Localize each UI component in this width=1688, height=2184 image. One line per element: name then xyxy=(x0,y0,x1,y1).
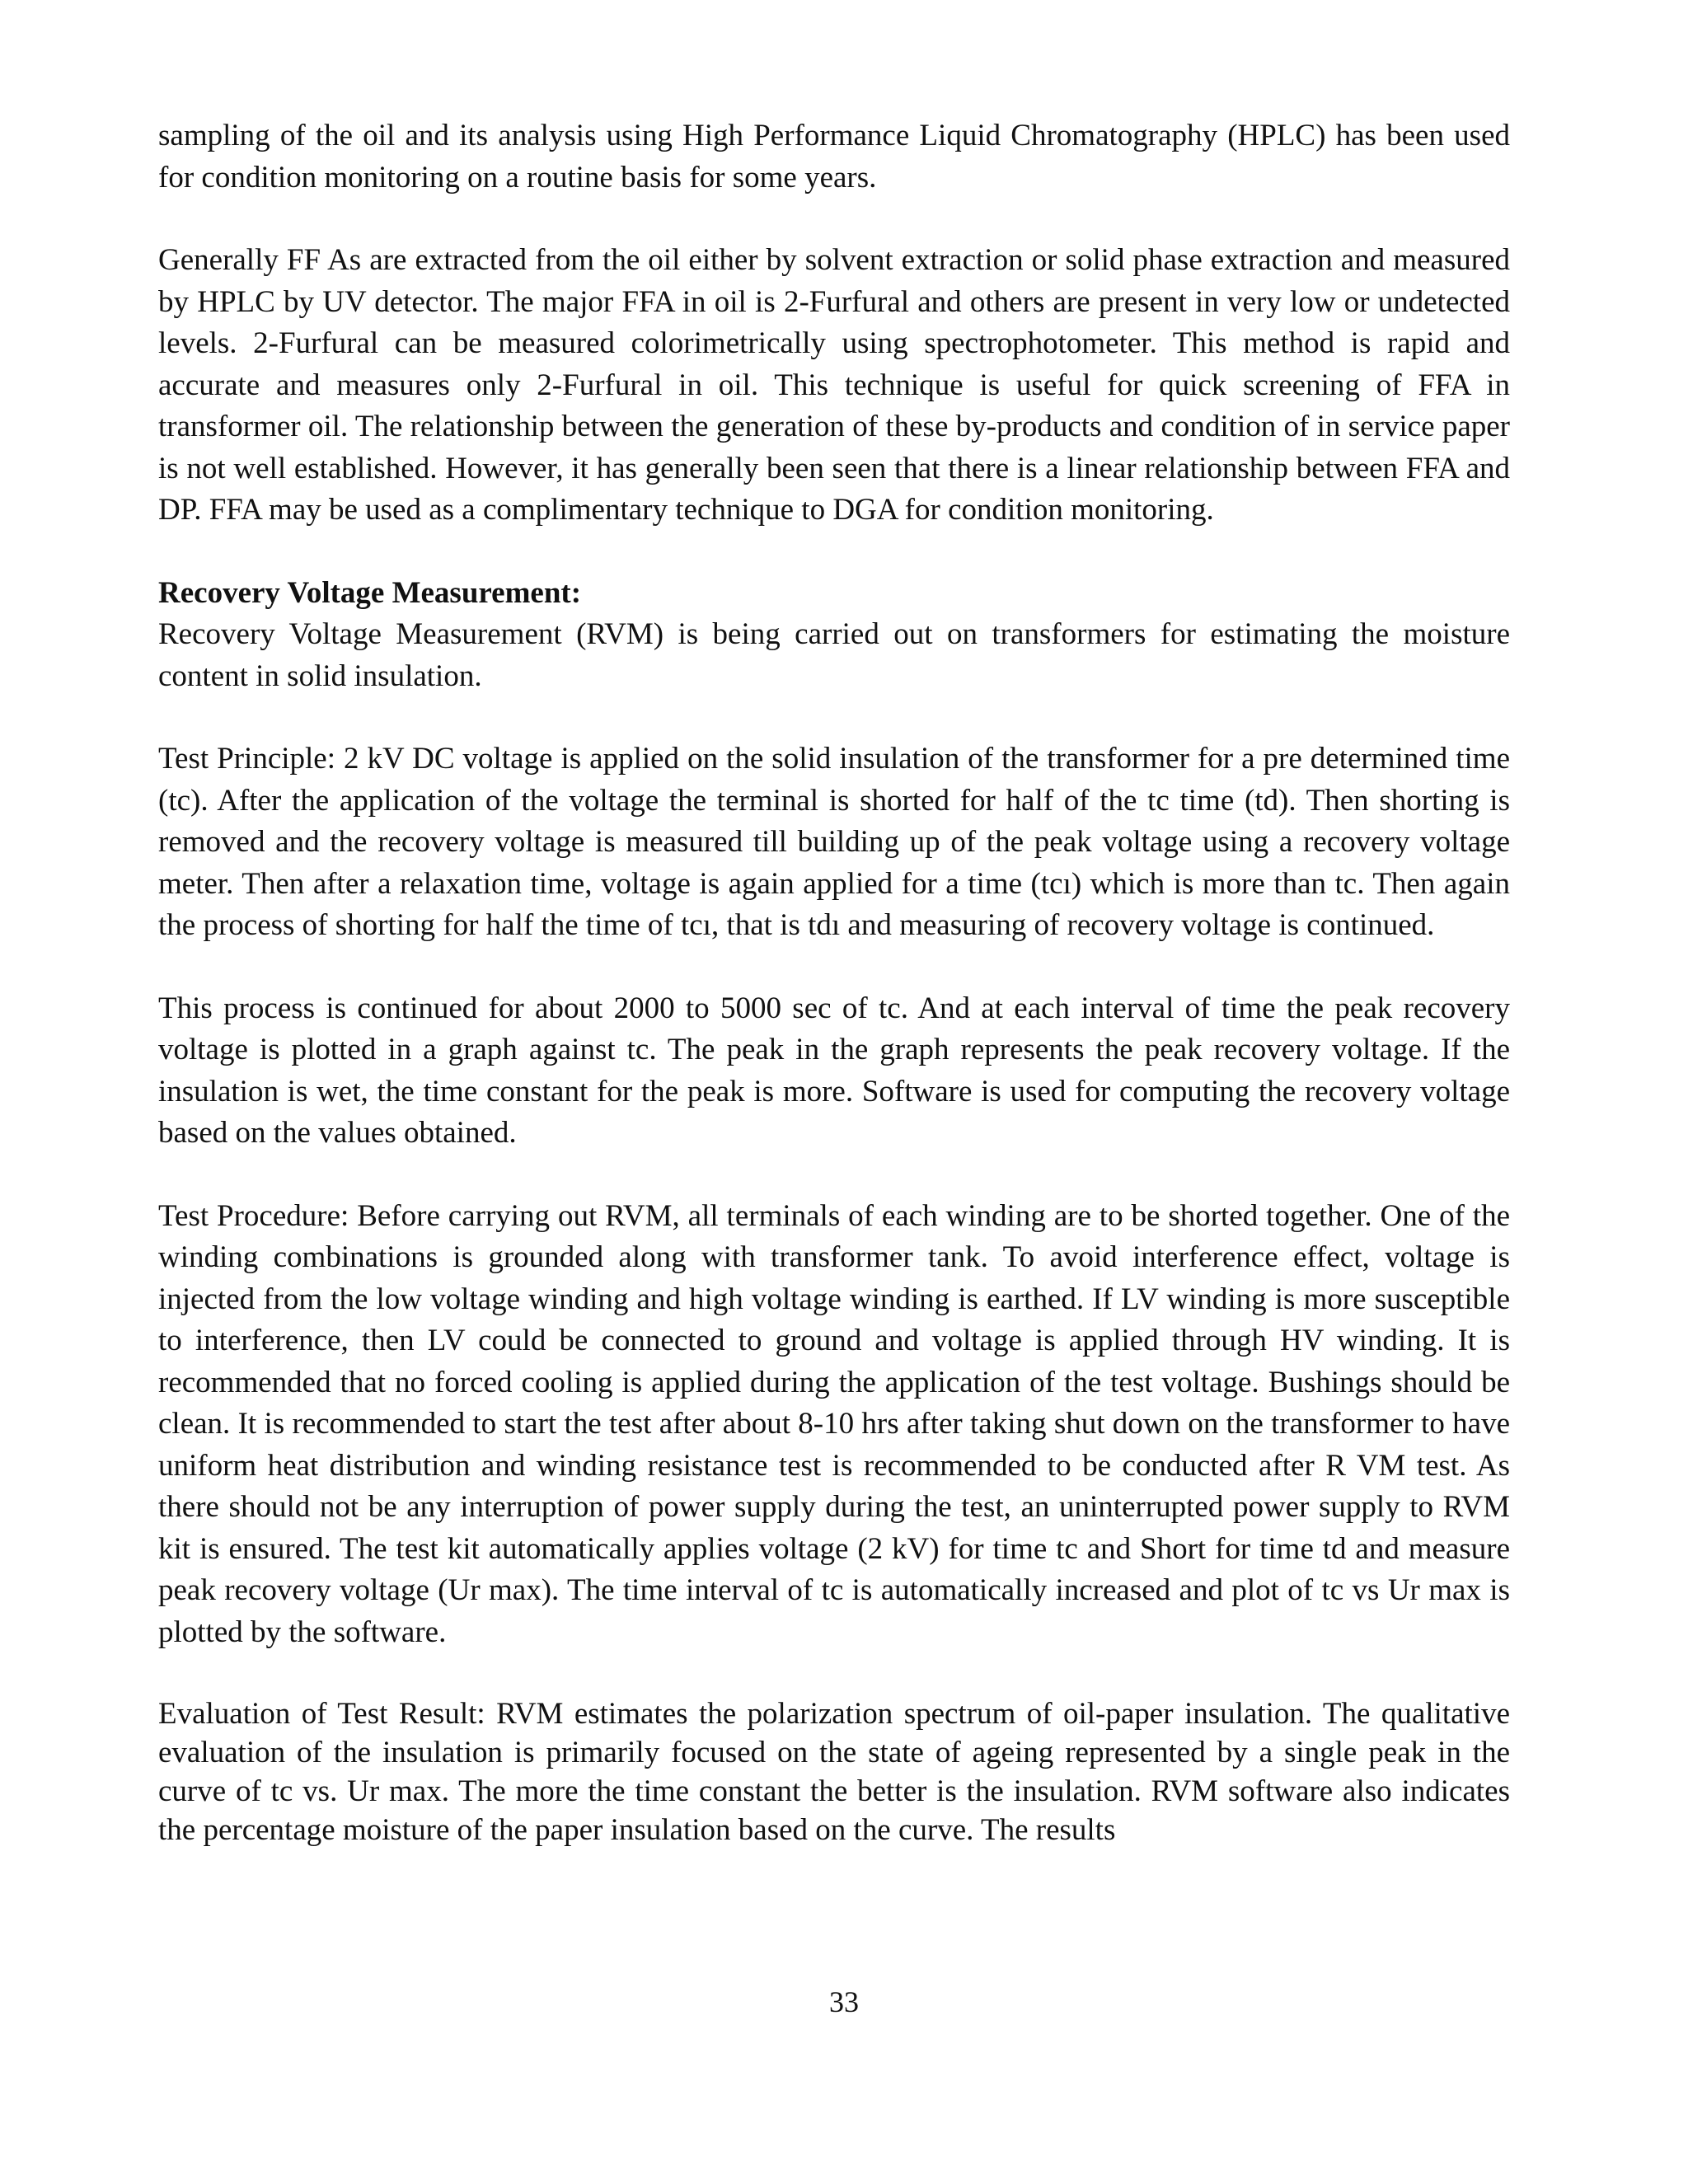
document-body xyxy=(158,115,1510,1849)
paragraph-ffa-extraction: Generally FF As are extracted from the oil either by solvent extraction or solid phase extraction and measured by HPLC by UV detector. The major FFA in oil is 2-Furfural and others are present in very low or undetected levels. 2-Furfural can be measured colorimetrically using spectrophotometer. This method is rapid and accurate and measures only 2-Furfural in oil. This technique is useful for quick screening of FFA in transformer oil. The relationship between the generation of these by-products and condition of in service paper is not well established. However, it has generally been seen that there is a linear relationship between FFA and DP. FFA may be used as a complimentary technique to DGA for condition monitoring. xyxy=(158,243,1510,527)
paragraph-test-principle: Test Principle: 2 kV DC voltage is applied on the solid insulation of the transformer for a pre determined time (tc). After the application of the voltage the terminal is shorted for half of the tc time (td). Then shorting is removed and the recovery voltage is measured till building up of the peak voltage using a recovery voltage meter. Then after a relaxation time, voltage is again applied for a time (tcı) which is more than tc. Then again the process of shorting for half the time of tcı, that is tdı and measuring of recovery voltage is continued. xyxy=(158,742,1510,942)
paragraph-rvm-intro: Recovery Voltage Measurement (RVM) is being carried out on transformers for estimating the moisture content in solid insulation. xyxy=(158,617,1510,693)
page-number: 33 xyxy=(829,1985,859,2018)
section-heading-rvm: Recovery Voltage Measurement: xyxy=(158,575,582,610)
paragraph-evaluation: Evaluation of Test Result: RVM estimates the polarization spectrum of oil-paper insulation. The qualitative evaluation of the insulation is primarily focused on the state of ageing represented by a single peak in the curve of tc vs. Ur max. The more the time constant the better is the insulation. RVM software also indicates the percentage moisture of the paper insulation based on the curve. The results xyxy=(158,1697,1510,1847)
paragraph-hplc-sampling: sampling of the oil and its analysis using High Performance Liquid Chromatography (HPLC) has been used for condition monitoring on a routine basis for some years. xyxy=(158,119,1510,194)
paragraph-test-procedure: Test Procedure: Before carrying out RVM, all terminals of each winding are to be shorted together. One of the winding combinations is grounded along with transformer tank. To avoid interference effect, voltage is injected from the low voltage winding and high voltage winding is earthed. If LV winding is more susceptible to interference, then LV could be connected to ground and voltage is applied through HV winding. It is recommended that no forced cooling is applied during the application of the test voltage. Bushings should be clean. It is recommended to start the test after about 8-10 hrs after taking shut down on the transformer to have uniform heat distribution and winding resistance test is recommended to be conducted after R VM test. As there should not be any interruption of power supply during the test, an uninterrupted power supply to RVM kit is ensured. The test kit automatically applies voltage (2 kV) for time tc and Short for time td and measure peak recovery voltage (Ur max). The time interval of tc is automatically increased and plot of tc vs Ur max is plotted by the software. xyxy=(158,1198,1510,1649)
paragraph-process: This process is continued for about 2000 to 5000 sec of tc. And at each interval of time the peak recovery voltage is plotted in a graph against tc. The peak in the graph represents the peak recovery voltage. If the insulation is wet, the time constant for the peak is more. Software is used for computing the recovery voltage based on the values obtained. xyxy=(158,991,1510,1150)
